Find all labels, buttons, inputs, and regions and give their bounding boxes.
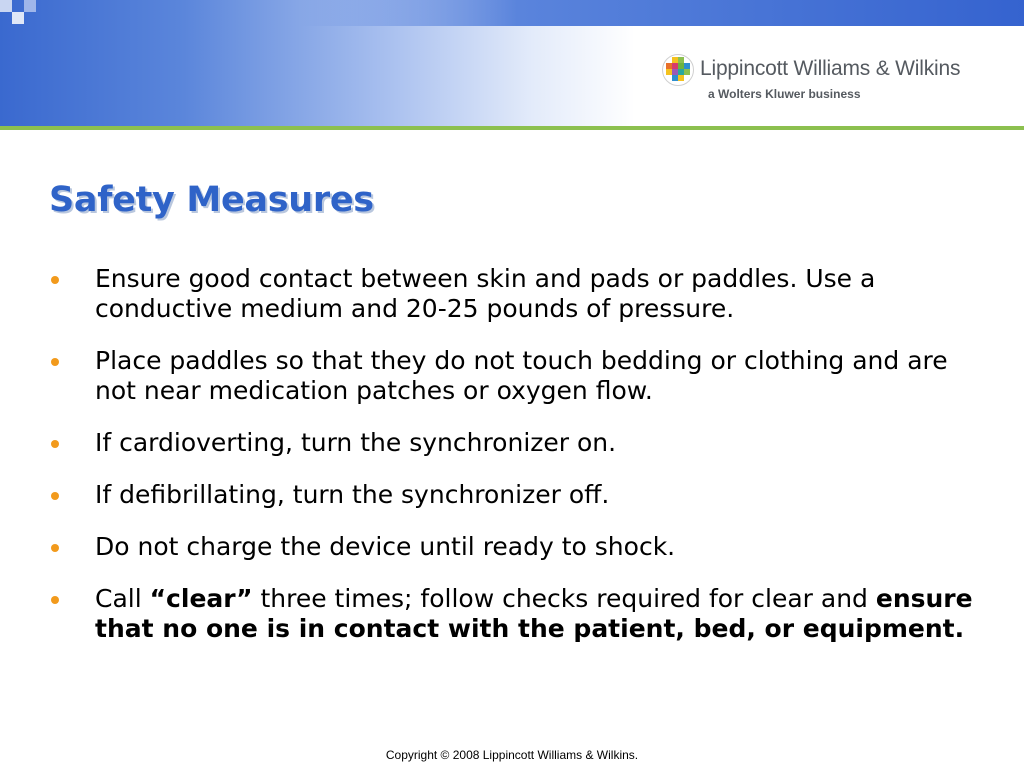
lww-mosaic-logo-icon — [662, 54, 694, 86]
bullet-text: If cardioverting, turn the synchronizer on. — [95, 428, 617, 457]
bullet-icon — [51, 276, 59, 284]
bullet-text — [95, 584, 973, 643]
header-rule — [0, 126, 1024, 130]
bullet-item — [51, 264, 996, 324]
bullet-icon — [51, 358, 59, 366]
bullet-item — [51, 428, 996, 458]
slide-title: Safety Measures — [49, 180, 374, 220]
brand-name: Lippincott Williams & Wilkins — [700, 57, 961, 80]
bullet-item — [51, 532, 996, 562]
bullet-icon — [51, 544, 59, 552]
corner-decoration — [0, 0, 40, 26]
bullet-text: Place paddles so that they do not touch bedding or clothing and are not near medication patches or oxygen flow. — [95, 346, 948, 405]
bullet-icon — [51, 440, 59, 448]
publisher-logo — [662, 54, 1002, 104]
bullet-list — [51, 264, 996, 644]
bullet-icon — [51, 596, 59, 604]
bullet-text: Ensure good contact between skin and pads or paddles. Use a conductive medium and 20-25 pounds of pressure. — [95, 264, 876, 323]
copyright-notice: Copyright © 2008 Lippincott Williams & Wilkins. — [385, 748, 639, 762]
bullet-emphasis-warning: ensure that no one is in contact with the patient, bed, or equipment. — [95, 584, 973, 643]
bullet-text-part: Call — [95, 584, 150, 613]
header-top-strip — [300, 0, 1024, 26]
bullet-item — [51, 480, 996, 510]
bullet-item — [51, 584, 996, 644]
bullet-item — [51, 346, 996, 406]
bullet-text: If defibrillating, turn the synchronizer off. — [95, 480, 610, 509]
bullet-icon — [51, 492, 59, 500]
bullet-emphasis-clear: “clear” — [149, 584, 253, 613]
brand-tagline: a Wolters Kluwer business — [708, 87, 861, 101]
bullet-text: Do not charge the device until ready to shock. — [95, 532, 676, 561]
bullet-text-part: three times; follow checks required for clear and — [252, 584, 876, 613]
